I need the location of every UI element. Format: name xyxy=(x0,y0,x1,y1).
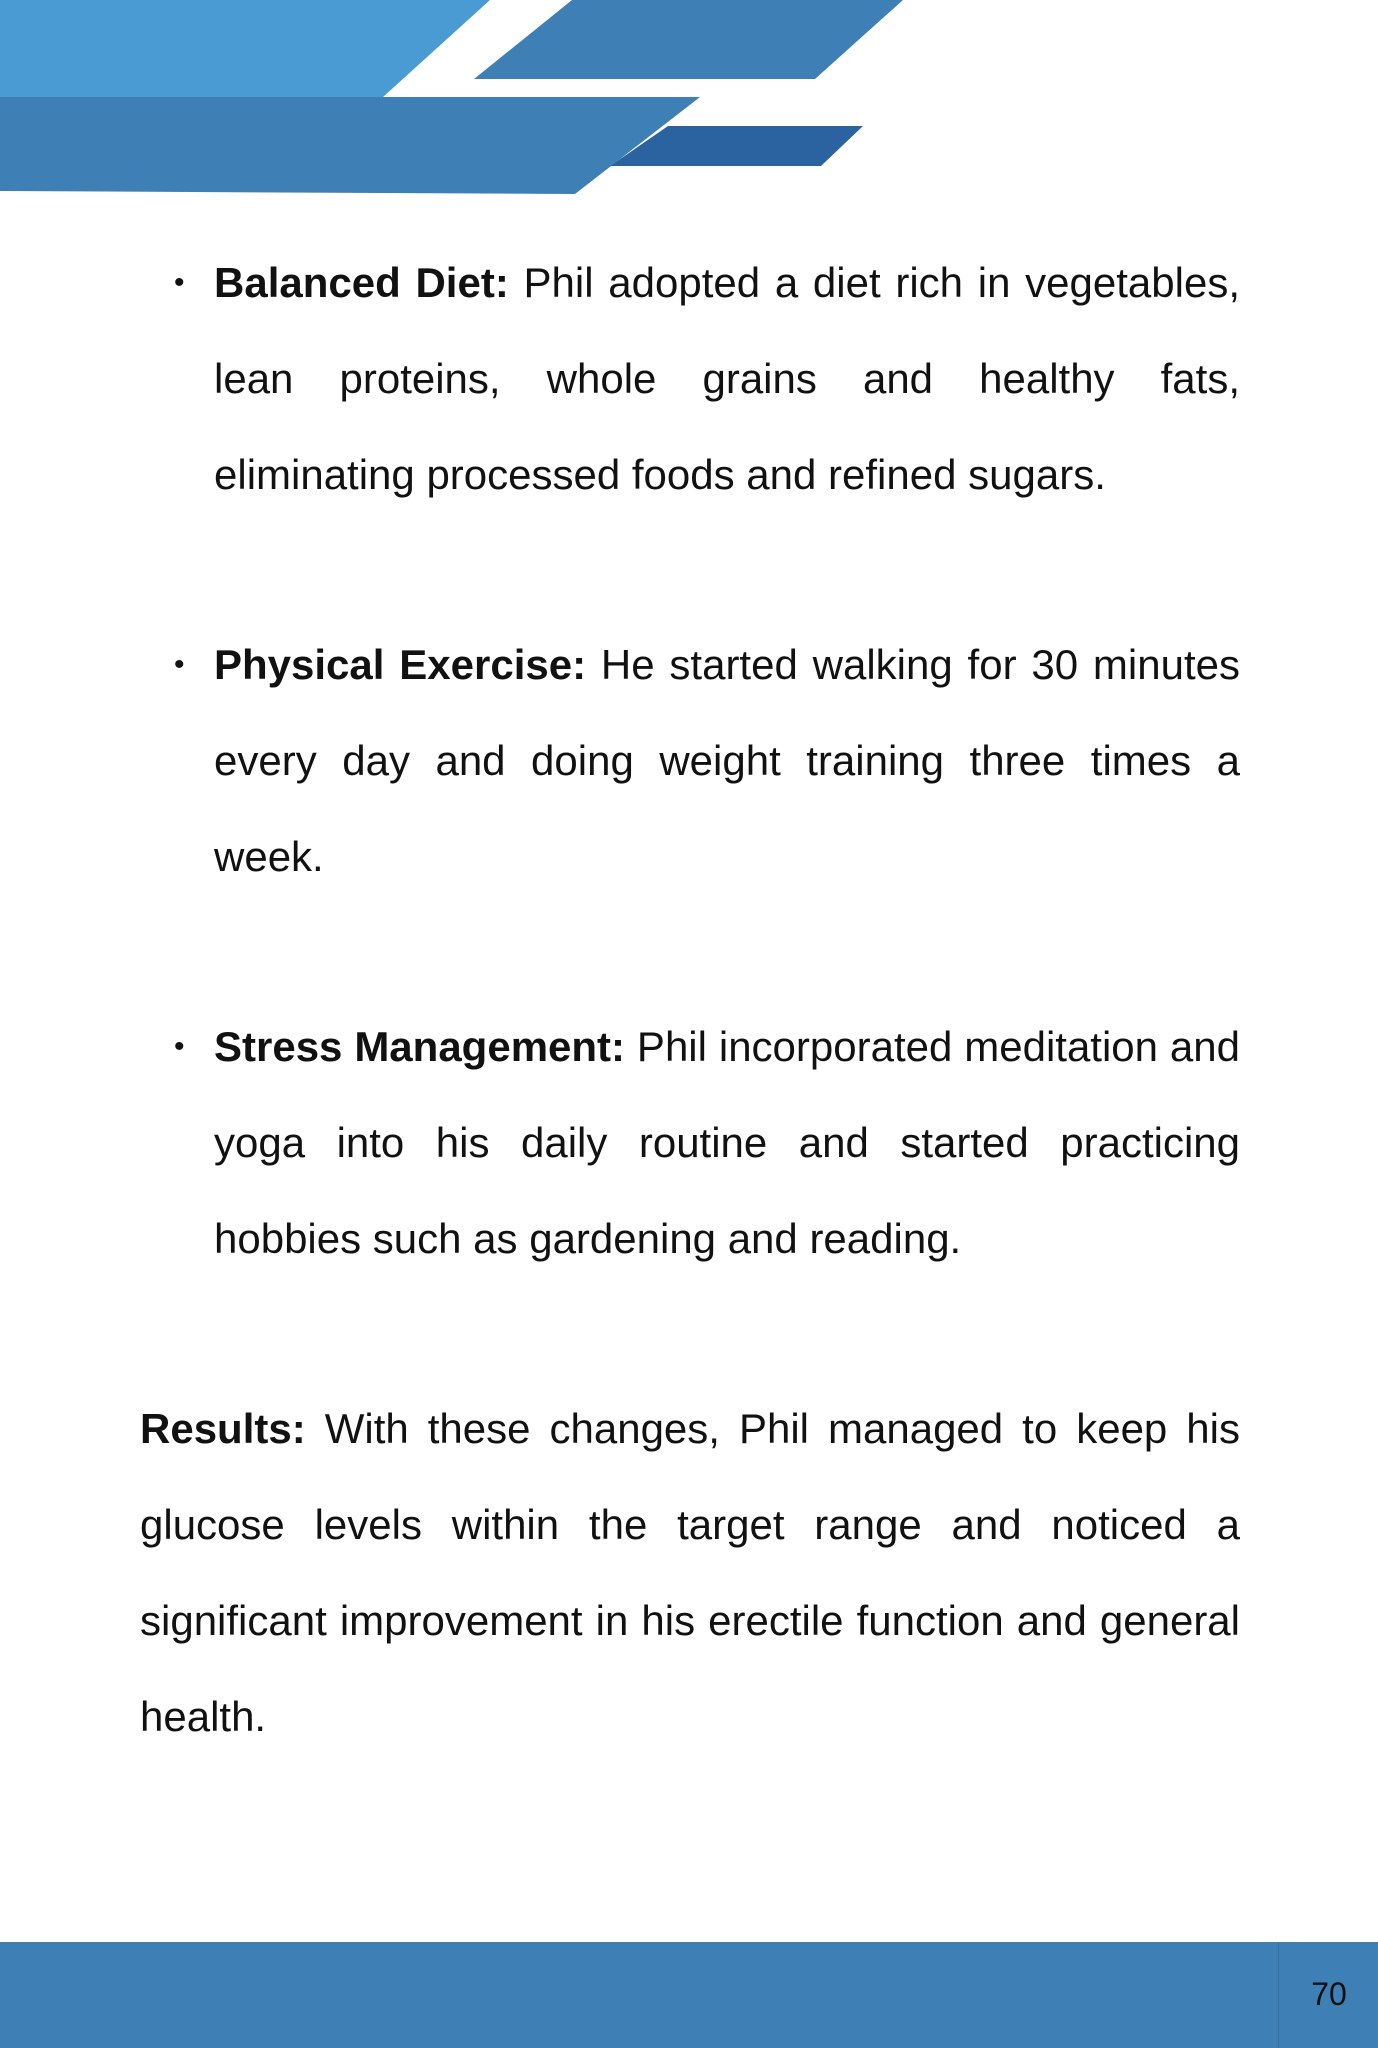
bullet-term: Balanced Diet: xyxy=(214,259,509,306)
bullet-term: Stress Management: xyxy=(214,1023,626,1070)
page-number-box xyxy=(1278,1942,1378,2048)
bullet-term: Physical Exercise: xyxy=(214,641,587,688)
bullet-physical-exercise xyxy=(140,617,1240,905)
bullet-text: Phil incorporated meditation and yoga into his daily routine and started practicing hobbies such as gardening and reading. xyxy=(214,1023,1241,1262)
header-shape-light xyxy=(0,0,490,97)
bullet-text: He started walking for 30 minutes every day and doing weight training three times a week. xyxy=(214,641,1240,880)
bullet-list xyxy=(140,235,1240,1287)
main-content xyxy=(140,235,1240,1765)
header-shape-band xyxy=(0,97,700,194)
footer-bar xyxy=(0,1942,1378,2048)
bullet-balanced-diet xyxy=(140,235,1240,523)
bullet-stress-management xyxy=(140,999,1240,1287)
page-number: 70 xyxy=(1311,1976,1347,2012)
bullet-text: Phil adopted a diet rich in vegetables, lean proteins, whole grains and healthy fats, eliminating processed foods and refined sugars. xyxy=(214,259,1241,498)
results-text: With these changes, Phil managed to keep his glucose levels within the target range and noticed a significant improvement in his erectile function and general health. xyxy=(140,1405,1240,1740)
header-shape-upper xyxy=(474,0,903,79)
results-paragraph xyxy=(140,1381,1240,1765)
header-decoration xyxy=(0,0,1378,200)
results-term: Results: xyxy=(140,1405,306,1452)
